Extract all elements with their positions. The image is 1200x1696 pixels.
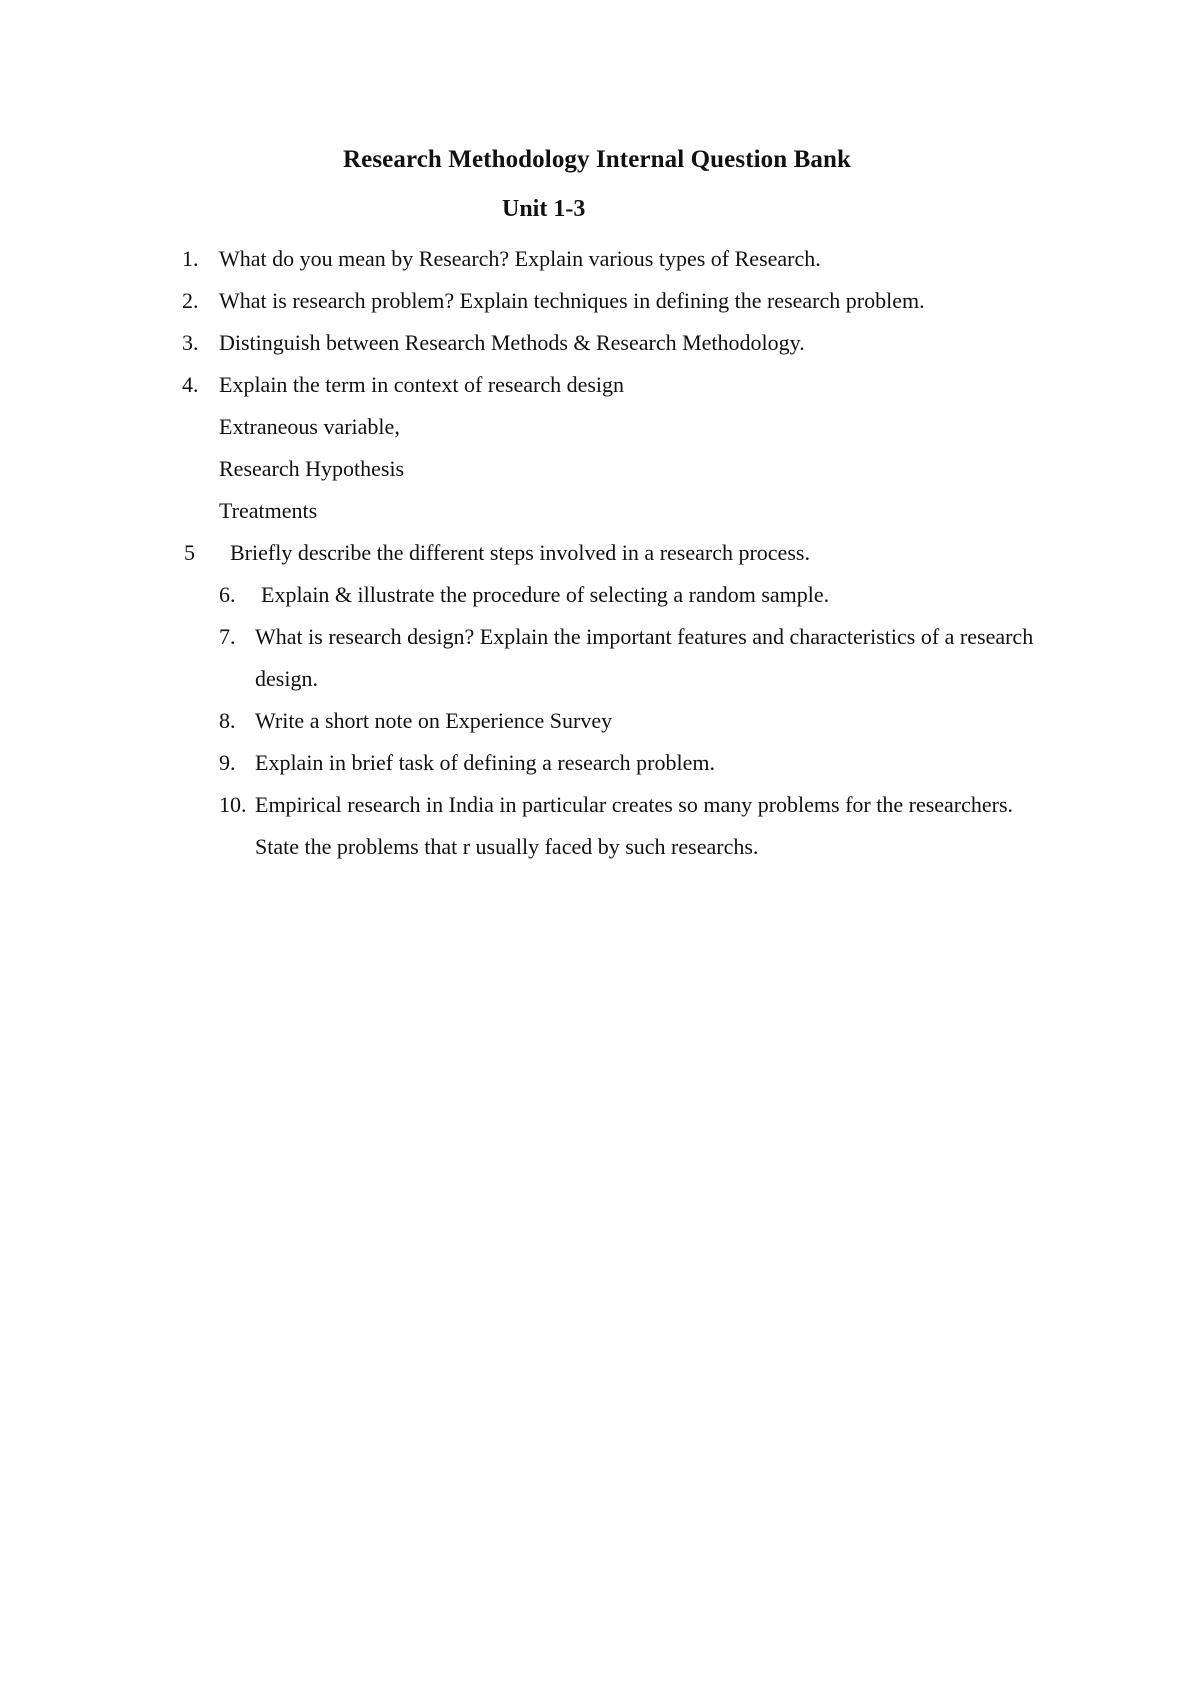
- question-number: 9.: [219, 750, 236, 775]
- question-number: 6.: [219, 582, 236, 607]
- question-text: Explain & illustrate the procedure of selecting a random sample.: [261, 582, 830, 607]
- question-subitem: Research Hypothesis: [219, 456, 405, 481]
- question-subitem: Extraneous variable,: [219, 414, 400, 439]
- question-text: What is research design? Explain the important features and characteristics of a research: [255, 624, 1034, 649]
- question-text: Explain in brief task of defining a research problem.: [255, 750, 716, 775]
- question-number: 7.: [219, 624, 236, 649]
- question-continuation: design.: [255, 666, 318, 691]
- question-number: 8.: [219, 708, 236, 733]
- question-text: Explain the term in context of research design: [219, 372, 625, 397]
- question-number: 1.: [182, 246, 199, 271]
- question-number: 2.: [182, 288, 199, 313]
- question-number: 3.: [182, 330, 199, 355]
- question-text: Empirical research in India in particular creates so many problems for the researchers.: [255, 792, 1014, 817]
- document-title: [0, 146, 1200, 174]
- question-text: Briefly describe the different steps involved in a research process.: [230, 540, 810, 565]
- question-text: Distinguish between Research Methods & Research Methodology.: [219, 330, 805, 355]
- question-number: 5: [184, 540, 195, 565]
- question-continuation: State the problems that r usually faced by such researchs.: [255, 834, 759, 859]
- question-text: What is research problem? Explain techniques in defining the research problem.: [219, 288, 925, 313]
- document-subtitle: Unit 1-3: [502, 196, 586, 222]
- question-text: What do you mean by Research? Explain various types of Research.: [219, 246, 821, 271]
- question-number: 10.: [219, 792, 247, 817]
- document-title-text: Research Methodology Internal Question Bank: [342, 146, 852, 173]
- question-number: 4.: [182, 372, 199, 397]
- question-text: Write a short note on Experience Survey: [255, 708, 613, 733]
- question-subitem: Treatments: [219, 498, 318, 523]
